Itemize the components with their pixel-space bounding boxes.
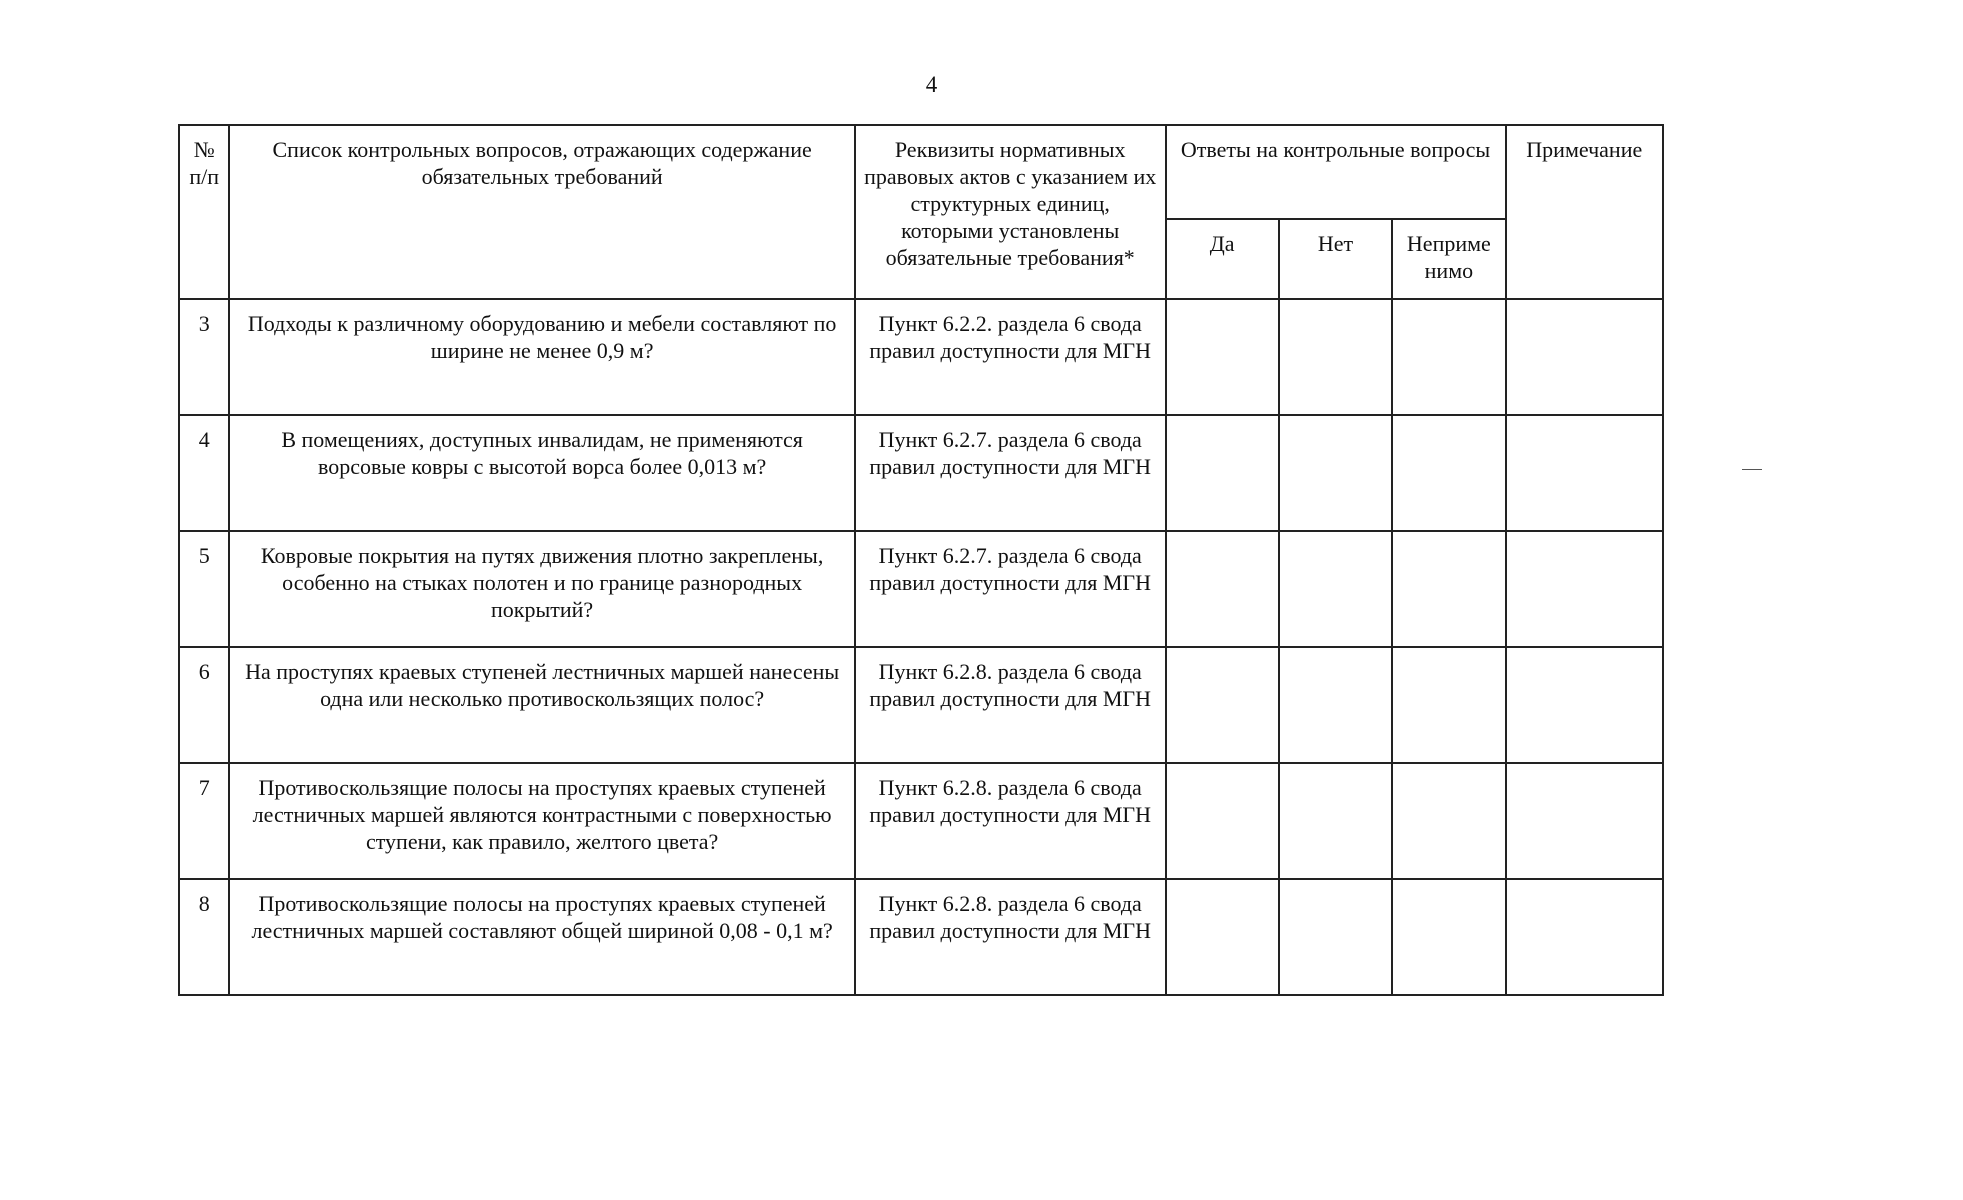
row-norm: Пункт 6.2.8. раздела 6 свода правил доступности для МГН	[855, 879, 1166, 995]
row-norm: Пункт 6.2.8. раздела 6 свода правил доступности для МГН	[855, 763, 1166, 879]
answer-na-cell[interactable]	[1392, 763, 1505, 879]
row-number: 6	[179, 647, 229, 763]
header-answers: Ответы на контрольные вопросы	[1166, 125, 1506, 219]
header-na: Неприме нимо	[1392, 219, 1505, 299]
table-row	[179, 879, 1663, 995]
answer-no-cell[interactable]	[1279, 647, 1392, 763]
table-row	[179, 299, 1663, 415]
row-question: Ковровые покрытия на путях движения плотно закреплены, особенно на стыках полотен и по границе разнородных покрытий?	[229, 531, 855, 647]
row-norm: Пункт 6.2.7. раздела 6 свода правил доступности для МГН	[855, 531, 1166, 647]
header-question: Список контрольных вопросов, отражающих содержание обязательных требований	[229, 125, 855, 299]
row-number: 4	[179, 415, 229, 531]
page-number: 4	[925, 72, 938, 97]
note-cell[interactable]	[1506, 763, 1663, 879]
note-cell[interactable]	[1506, 531, 1663, 647]
header-no: Нет	[1279, 219, 1392, 299]
row-norm: Пункт 6.2.8. раздела 6 свода правил доступности для МГН	[855, 647, 1166, 763]
row-norm: Пункт 6.2.7. раздела 6 свода правил доступности для МГН	[855, 415, 1166, 531]
answer-no-cell[interactable]	[1279, 879, 1392, 995]
answer-no-cell[interactable]	[1279, 763, 1392, 879]
row-number: 8	[179, 879, 229, 995]
header-norm	[855, 125, 1166, 299]
header-num: № п/п	[179, 125, 229, 299]
scan-mark	[1742, 469, 1762, 470]
answer-yes-cell[interactable]	[1166, 531, 1279, 647]
answer-na-cell[interactable]	[1392, 531, 1505, 647]
answer-no-cell[interactable]	[1279, 299, 1392, 415]
answer-na-cell[interactable]	[1392, 647, 1505, 763]
answer-yes-cell[interactable]	[1166, 299, 1279, 415]
note-cell[interactable]	[1506, 415, 1663, 531]
answer-no-cell[interactable]	[1279, 531, 1392, 647]
header-row	[179, 125, 1663, 219]
row-number: 3	[179, 299, 229, 415]
table-row	[179, 415, 1663, 531]
row-question: Противоскользящие полосы на проступях краевых ступеней лестничных маршей являются контрастными с поверхностью ступени, как правило, желтого цвета?	[229, 763, 855, 879]
table-row	[179, 647, 1663, 763]
answer-yes-cell[interactable]	[1166, 415, 1279, 531]
row-question: В помещениях, доступных инвалидам, не применяются ворсовые ковры с высотой ворса более 0,013 м?	[229, 415, 855, 531]
table-row	[179, 763, 1663, 879]
row-norm: Пункт 6.2.2. раздела 6 свода правил доступности для МГН	[855, 299, 1166, 415]
answer-yes-cell[interactable]	[1166, 647, 1279, 763]
row-number: 7	[179, 763, 229, 879]
answer-na-cell[interactable]	[1392, 299, 1505, 415]
checklist-table	[178, 124, 1664, 996]
row-question: Противоскользящие полосы на проступях краевых ступеней лестничных маршей составляют общей шириной 0,08 - 0,1 м?	[229, 879, 855, 995]
table-row	[179, 531, 1663, 647]
header-norm-text: Реквизиты нормативных правовых актов с указанием их структурных единиц, которыми установлены обязательные требования*	[864, 137, 1157, 270]
row-question: Подходы к различному оборудованию и мебели составляют по ширине не менее 0,9 м?	[229, 299, 855, 415]
row-number: 5	[179, 531, 229, 647]
answer-yes-cell[interactable]	[1166, 879, 1279, 995]
header-note: Примечание	[1506, 125, 1663, 299]
row-question: На проступях краевых ступеней лестничных маршей нанесены одна или несколько противоскользящих полос?	[229, 647, 855, 763]
answer-na-cell[interactable]	[1392, 879, 1505, 995]
note-cell[interactable]	[1506, 299, 1663, 415]
answer-no-cell[interactable]	[1279, 415, 1392, 531]
answer-yes-cell[interactable]	[1166, 763, 1279, 879]
header-yes: Да	[1166, 219, 1279, 299]
note-cell[interactable]	[1506, 879, 1663, 995]
note-cell[interactable]	[1506, 647, 1663, 763]
answer-na-cell[interactable]	[1392, 415, 1505, 531]
